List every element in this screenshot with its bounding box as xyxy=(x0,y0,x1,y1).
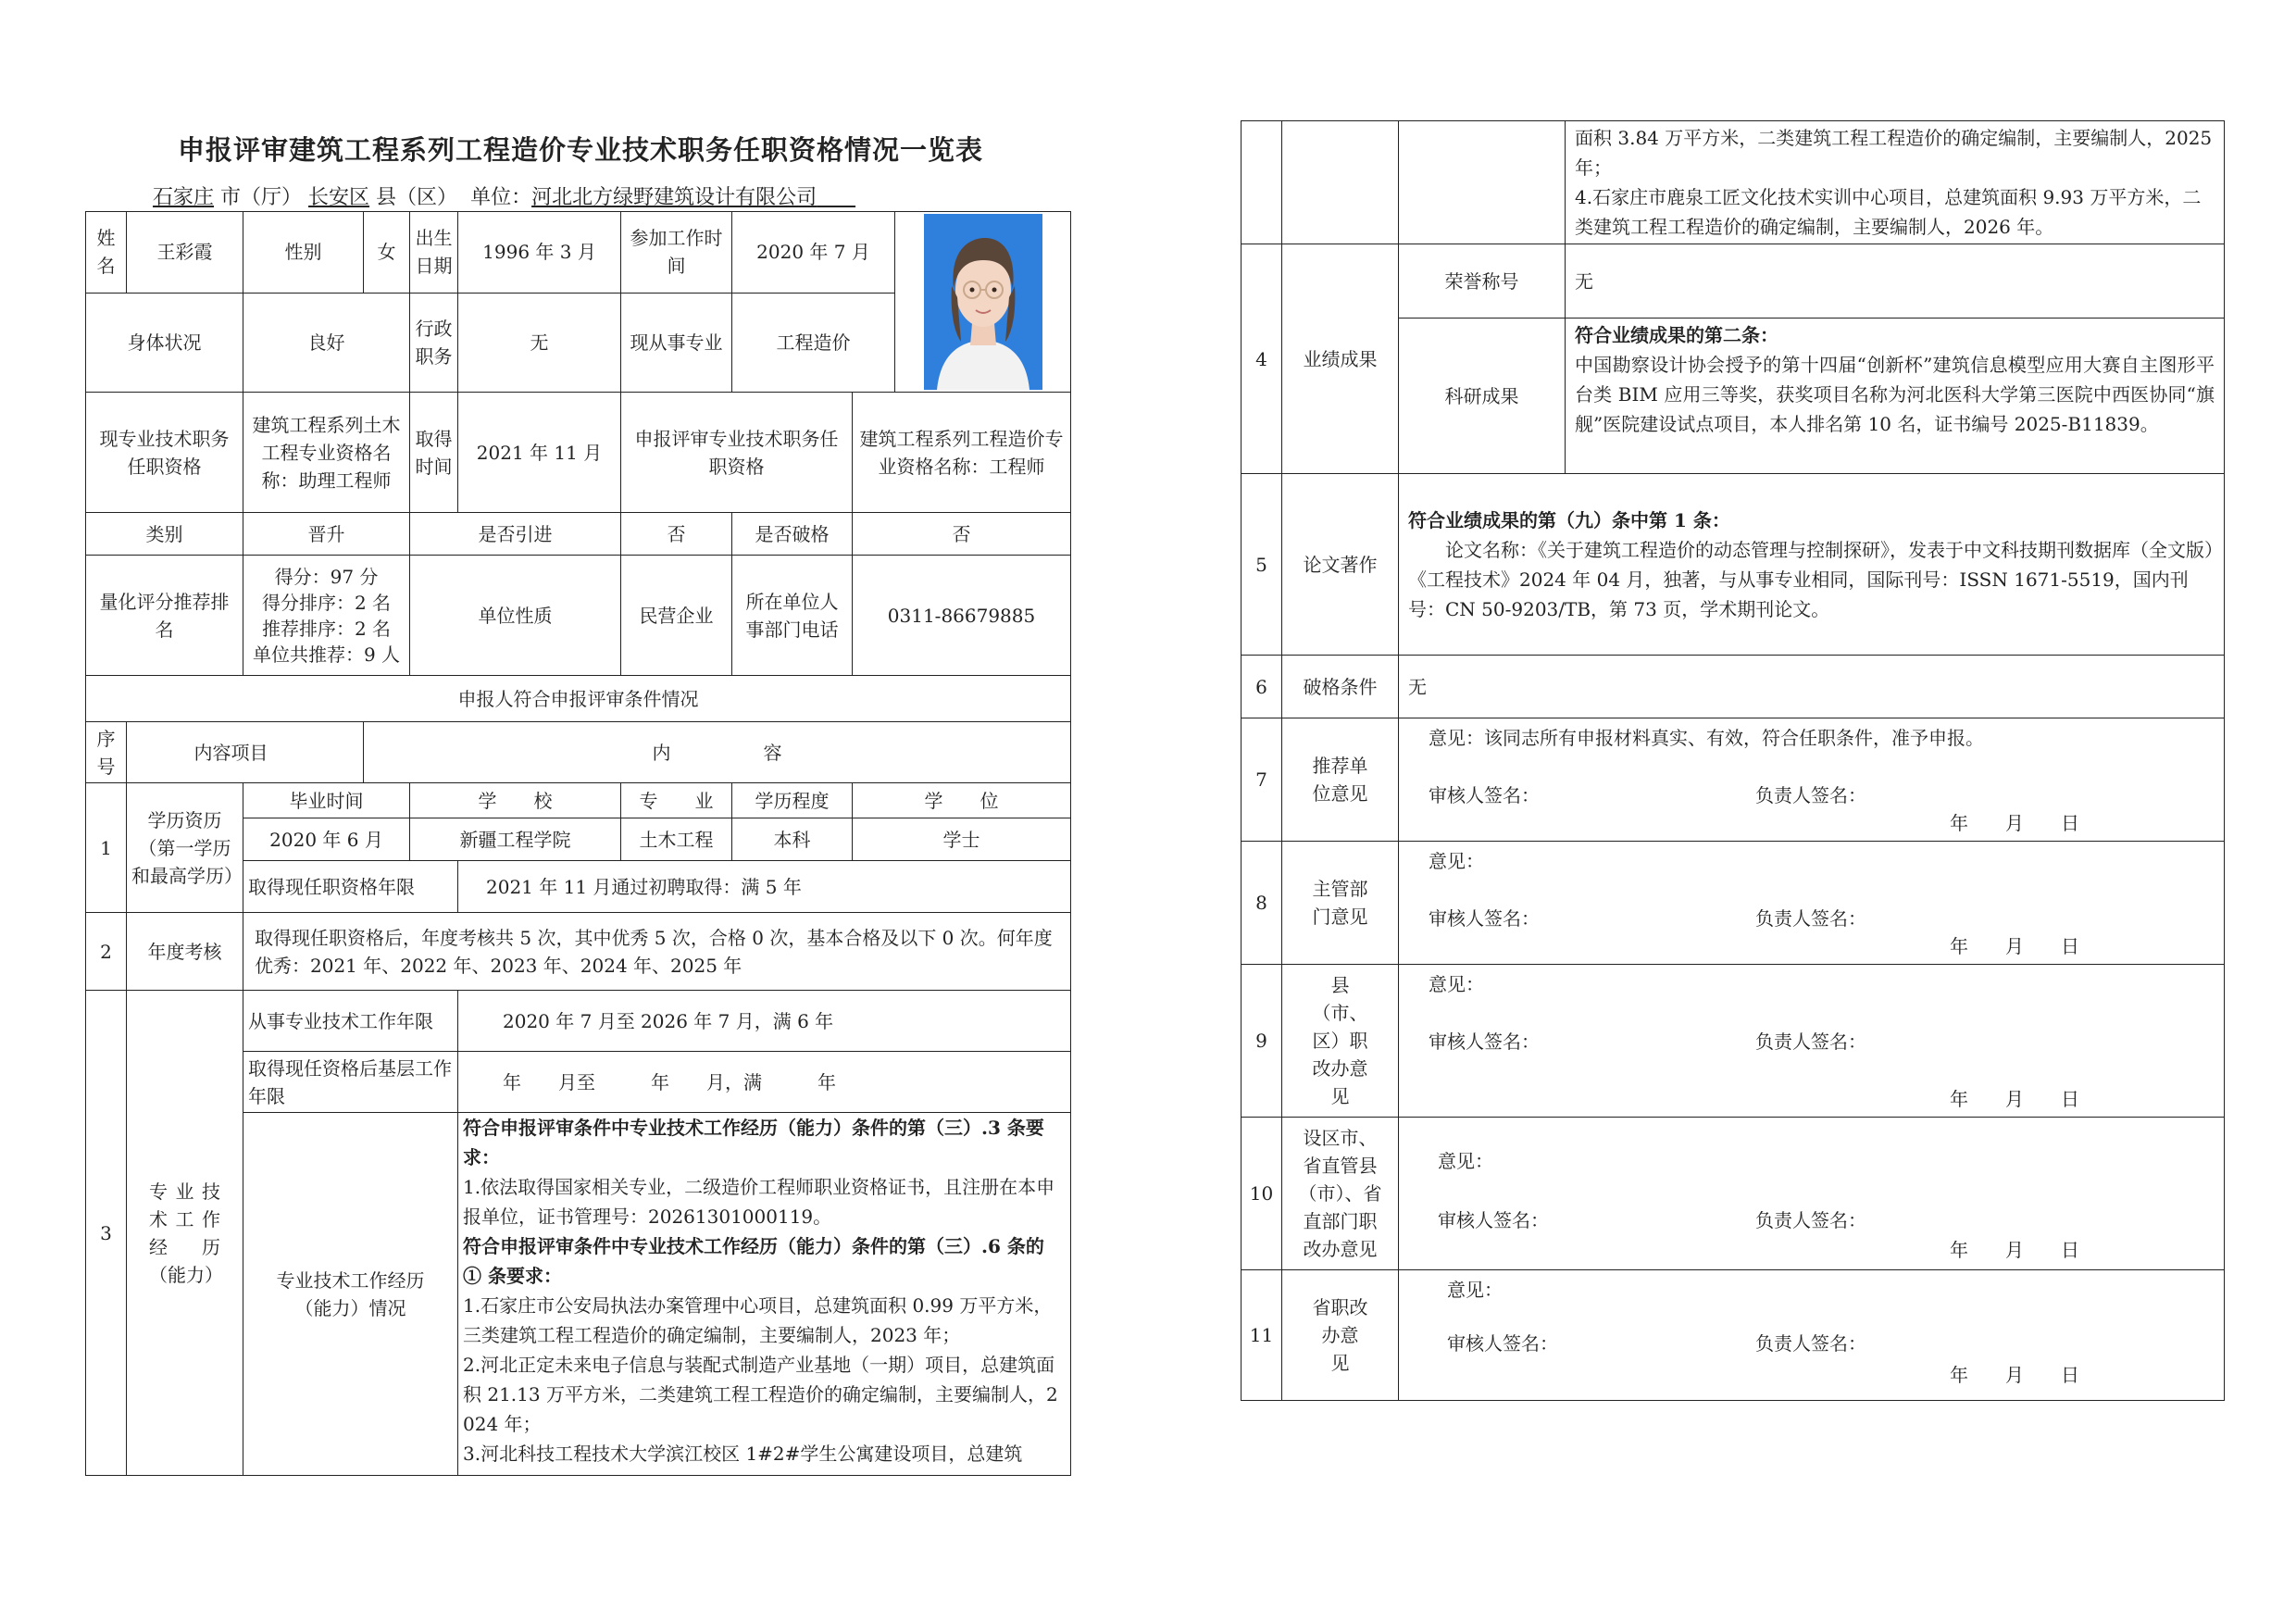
unit-line xyxy=(153,181,855,210)
edu-header: 毕业时间 xyxy=(243,783,410,818)
conditions-header: 申报人符合申报评审条件情况 xyxy=(86,676,1071,722)
hr-phone-label: 所在单位人事部门电话 xyxy=(732,556,853,676)
school: 新疆工程学院 xyxy=(410,818,621,861)
unit-name: 河北北方绿野建筑设计有限公司 xyxy=(531,186,817,209)
opinion-no: 9 xyxy=(1242,965,1282,1118)
county-suffix: 县（区） xyxy=(376,186,458,209)
exp-detail-label: 专业技术工作经历（能力）情况 xyxy=(243,1113,458,1476)
page-title: 申报评审建筑工程系列工程造价专业技术职务任职资格情况一览表 xyxy=(177,134,983,166)
intro-label: 是否引进 xyxy=(410,513,621,556)
unit-nature-value: 民营企业 xyxy=(621,556,732,676)
edu-level: 本科 xyxy=(732,818,853,861)
birth-label: 出生日期 xyxy=(410,212,458,294)
edu-label: 学历资历（第一学历和最高学历） xyxy=(127,783,243,913)
intro-value: 否 xyxy=(621,513,732,556)
breakcond-value: 无 xyxy=(1399,656,2225,718)
county: 长安区 xyxy=(308,186,370,209)
exp-item: 4.石家庄市鹿泉工匠文化技术实训中心项目，总建筑面积 9.93 万平方米，二类建筑工程工程造价的确定编制，主要编制人，2026 年。 xyxy=(1575,186,2202,238)
exp-continued xyxy=(1566,121,2225,244)
reviewer-sign: 审核人签名： xyxy=(1429,1031,1540,1053)
edu-header: 学 校 xyxy=(410,783,621,818)
major-value: 工程造价 xyxy=(732,293,895,392)
portrait-photo xyxy=(924,214,1042,390)
exp-item: 1.石家庄市公安局执法办案管理中心项目，总建筑面积 0.99 万平方米，三类建筑工程工程造价的确定编制，主要编制人，2023 年； xyxy=(463,1294,1053,1346)
col-item: 内容项目 xyxy=(127,722,364,783)
exp-para2-head: 符合申报评审条件中专业技术工作经历（能力）条件的第（三）.6 条的 ① 条要求： xyxy=(463,1235,1044,1287)
name-label: 姓名 xyxy=(86,212,127,294)
left-table xyxy=(85,211,1071,1476)
hr-phone-value: 0311-86679885 xyxy=(853,556,1071,676)
opinion-block xyxy=(1399,1118,2224,1269)
name-value: 王彩霞 xyxy=(127,212,243,294)
paper-no: 5 xyxy=(1242,474,1282,656)
leader-sign: 负责人签名： xyxy=(1755,907,1866,930)
exp-item: 2.河北正定未来电子信息与装配式制造产业基地（一期）项目，总建筑面积 21.13 万平方米，二类建筑工程工程造价的确定编制，主要编制人，2024 年； xyxy=(463,1354,1058,1435)
edu-header: 专 业 xyxy=(621,783,732,818)
paper-text: 论文名称：《关于建筑工程造价的动态管理与控制探研》，发表于中文科技期刊数据库（全文版）《工程技术》2024 年 04 月，独著，与从事专业相同，国际刊号：ISSN 1671-5519，国内刊号：CN 50-9203/TB，第 73 页，学术期刊论文。 xyxy=(1408,538,2214,620)
cur-qual-value: 建筑工程系列土木工程专业资格名称：助理工程师 xyxy=(243,393,410,513)
opinion-block xyxy=(1399,842,2224,964)
apply-label: 申报评审专业技术职务任职资格 xyxy=(621,393,853,513)
honor-value: 无 xyxy=(1566,244,2225,319)
grass-value: 年 月至 年 月，满 年 xyxy=(458,1052,1071,1113)
opinion-no: 7 xyxy=(1242,718,1282,842)
exp-para1: 1.依法取得国家相关专业，二级造价工程师职业资格证书，且注册在本申报单位，证书管理号：20261301000119。 xyxy=(463,1176,1055,1228)
years-label: 取得现任职资格年限 xyxy=(243,861,458,913)
paper-label: 论文著作 xyxy=(1282,474,1399,656)
opinion-block xyxy=(1399,1270,2224,1400)
edu-header: 学 位 xyxy=(853,783,1071,818)
opinion-label: 推荐单位意见 xyxy=(1282,718,1399,842)
sign-date: 年 月 日 xyxy=(1950,1239,2079,1261)
leader-sign: 负责人签名： xyxy=(1755,1031,1866,1053)
opinion-no: 10 xyxy=(1242,1118,1282,1270)
break-label: 是否破格 xyxy=(732,513,853,556)
exp-label: 专业技术工作经历（能力） xyxy=(127,991,243,1476)
exp-para1-head: 符合申报评审条件中专业技术工作经历（能力）条件的第（三）.3 条要求： xyxy=(463,1117,1044,1168)
exp-item: 3.河北科技工程技术大学滨江校区 1#2#学生公寓建设项目，总建筑 xyxy=(463,1443,1023,1465)
break-value: 否 xyxy=(853,513,1071,556)
reviewer-sign: 审核人签名： xyxy=(1447,1332,1558,1355)
type-label: 类别 xyxy=(86,513,243,556)
reviewer-sign: 审核人签名： xyxy=(1429,907,1540,930)
score-line: 得分：97 分 xyxy=(274,565,379,588)
score-value xyxy=(243,556,410,676)
sign-date: 年 月 日 xyxy=(1950,935,2079,957)
photo-cell xyxy=(895,212,1071,393)
sign-date: 年 月 日 xyxy=(1950,1088,2079,1110)
city-suffix: 市（厅） xyxy=(220,186,303,209)
opinion-label: 县（市、区）职改办意见 xyxy=(1282,965,1399,1118)
work-value: 2020 年 7 月 xyxy=(732,212,895,294)
grass-label: 取得现任资格后基层工作年限 xyxy=(243,1052,458,1113)
exp-years-value: 2020 年 7 月至 2026 年 7 月，满 6 年 xyxy=(458,991,1071,1052)
opinion-block xyxy=(1399,718,2224,841)
score-line: 推荐排序：2 名 xyxy=(261,617,392,640)
obtain-label: 取得时间 xyxy=(410,393,458,513)
ach-label: 业绩成果 xyxy=(1282,244,1399,474)
admin-value: 无 xyxy=(458,293,621,392)
opinion-label: 设区市、省直管县（市）、省直部门职改办意见 xyxy=(1282,1118,1399,1270)
research-text: 中国勘察设计协会授予的第十四届“创新杯”建筑信息模型应用大赛自主图形平台类 BIM 应用三等奖，获奖项目名称为河北医科大学第三医院中西医协同“旗舰”医院建设试点项目，本人排名第 10 名，证书编号 2025-B11839。 xyxy=(1575,354,2215,435)
city: 石家庄 xyxy=(153,186,215,209)
breakcond-no: 6 xyxy=(1242,656,1282,718)
research-cell xyxy=(1566,319,2225,474)
health-value: 良好 xyxy=(243,293,410,392)
honor-label: 荣誉称号 xyxy=(1399,244,1566,319)
edu-header: 学历程度 xyxy=(732,783,853,818)
degree: 学士 xyxy=(853,818,1071,861)
leader-sign: 负责人签名： xyxy=(1755,1332,1866,1355)
work-label: 参加工作时间 xyxy=(621,212,732,294)
sign-date: 年 月 日 xyxy=(1950,812,2079,834)
paper-cell xyxy=(1399,474,2225,656)
opinion-text: 意见： xyxy=(1438,1150,1493,1172)
type-value: 晋升 xyxy=(243,513,410,556)
right-table xyxy=(1241,120,2225,1401)
grad-time: 2020 年 6 月 xyxy=(243,818,410,861)
paper-head: 符合业绩成果的第（九）条中第 1 条： xyxy=(1408,508,1730,531)
apply-value: 建筑工程系列工程造价专业资格名称：工程师 xyxy=(853,393,1071,513)
unit-nature-label: 单位性质 xyxy=(410,556,621,676)
opinion-block xyxy=(1399,965,2224,1117)
avatar xyxy=(924,214,1042,390)
health-label: 身体状况 xyxy=(86,293,243,392)
score-line: 单位共推荐：9 人 xyxy=(252,643,401,666)
exp-no: 3 xyxy=(86,991,127,1476)
edu-major: 土木工程 xyxy=(621,818,732,861)
col-seq: 序号 xyxy=(86,722,127,783)
obtain-value: 2021 年 11 月 xyxy=(458,393,621,513)
unit-label: 单位： xyxy=(470,186,532,209)
opinion-text: 意见： xyxy=(1429,850,1484,872)
opinion-no: 8 xyxy=(1242,842,1282,965)
gender-value: 女 xyxy=(364,212,410,294)
edu-no: 1 xyxy=(86,783,127,913)
gender-label: 性别 xyxy=(243,212,364,294)
research-label: 科研成果 xyxy=(1399,319,1566,474)
score-line: 得分排序：2 名 xyxy=(261,591,392,614)
reviewer-sign: 审核人签名： xyxy=(1438,1209,1549,1231)
exp-detail xyxy=(458,1113,1071,1476)
opinion-text: 意见：该同志所有申报材料真实、有效，符合任职条件，准予申报。 xyxy=(1429,727,1984,749)
cur-qual-label: 现专业技术职务任职资格 xyxy=(86,393,243,513)
admin-label: 行政职务 xyxy=(410,293,458,392)
score-label: 量化评分推荐排名 xyxy=(86,556,243,676)
major-label: 现从事专业 xyxy=(621,293,732,392)
opinion-text: 意见： xyxy=(1447,1279,1503,1301)
sign-date: 年 月 日 xyxy=(1950,1364,2079,1386)
birth-value: 1996 年 3 月 xyxy=(458,212,621,294)
research-head: 符合业绩成果的第二条： xyxy=(1575,324,1778,346)
col-content: 内 容 xyxy=(364,722,1071,783)
opinion-label: 主管部门意见 xyxy=(1282,842,1399,965)
opinion-label: 省职改办意 见 xyxy=(1282,1270,1399,1401)
breakcond-label: 破格条件 xyxy=(1282,656,1399,718)
years-value: 2021 年 11 月通过初聘取得：满 5 年 xyxy=(458,861,1071,913)
annual-no: 2 xyxy=(86,913,127,991)
annual-text: 取得现任职资格后，年度考核共 5 次，其中优秀 5 次，合格 0 次，基本合格及以下 0 次。何年度优秀：2021 年、2022 年、2023 年、2024 年、2025 年 xyxy=(243,913,1071,991)
annual-label: 年度考核 xyxy=(127,913,243,991)
opinion-text: 意见： xyxy=(1429,973,1484,995)
reviewer-sign: 审核人签名： xyxy=(1429,784,1540,806)
leader-sign: 负责人签名： xyxy=(1755,1209,1866,1231)
ach-no: 4 xyxy=(1242,244,1282,474)
opinion-no: 11 xyxy=(1242,1270,1282,1401)
leader-sign: 负责人签名： xyxy=(1755,784,1866,806)
exp-years-label: 从事专业技术工作年限 xyxy=(243,991,458,1052)
exp-item: 面积 3.84 万平方米，二类建筑工程工程造价的确定编制，主要编制人，2025 年； xyxy=(1575,127,2213,179)
